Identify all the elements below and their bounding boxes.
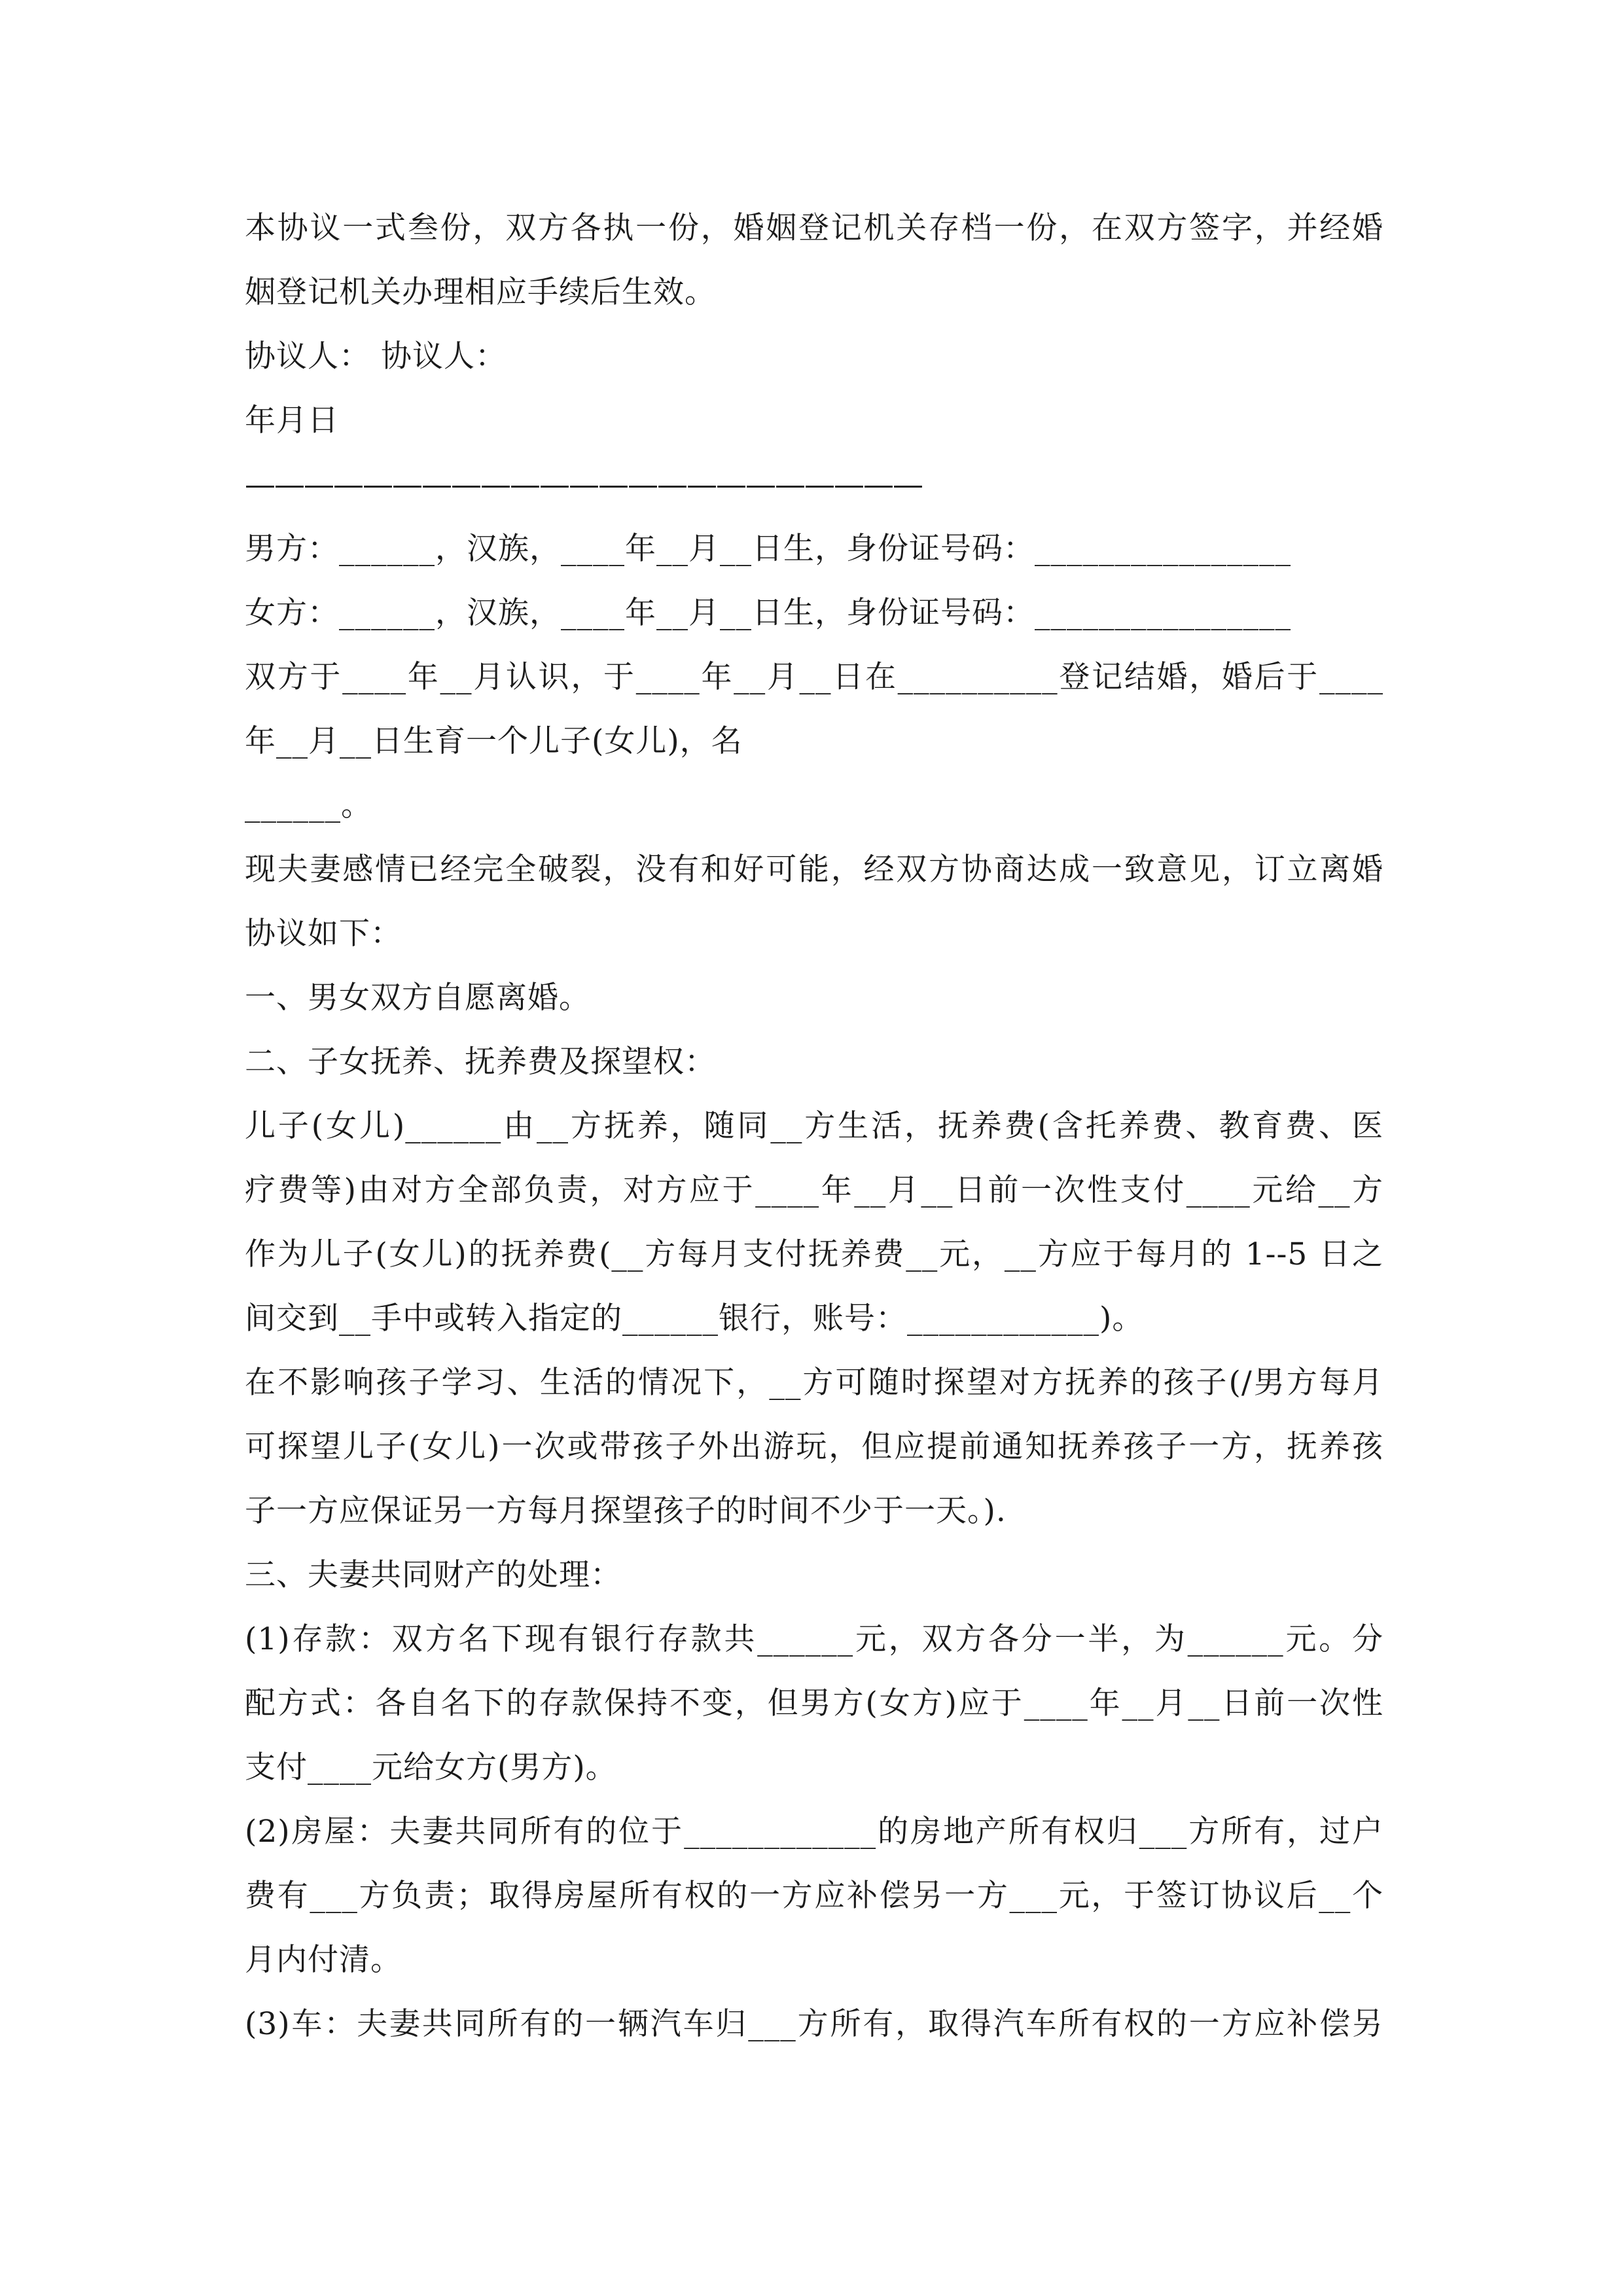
section-heading: 三、夫妻共同财产的处理：	[245, 1557, 622, 1593]
paragraph-line: 可探望儿子(女儿)一次或带孩子外出游玩，但应提前通知抚养孩子一方，抚养孩	[245, 1429, 1383, 1465]
paragraph-line: 月内付清。	[245, 1942, 402, 1978]
female-party-line: 女方：______，汉族，____年__月__日生，身份证号码：________________	[245, 595, 1291, 631]
paragraph-line: (2)房屋：夫妻共同所有的位于____________的房地产所有权归___方所有，过户	[245, 1814, 1383, 1850]
paragraph-line: 双方于____年__月认识，于____年__月__日在__________登记结婚，婚后于____	[245, 659, 1383, 695]
paragraph-line: 儿子(女儿)______由__方抚养，随同__方生活，抚养费(含托养费、教育费、医	[245, 1108, 1383, 1144]
paragraph-line: 协议如下：	[245, 916, 402, 952]
paragraph-line: 现夫妻感情已经完全破裂，没有和好可能，经双方协商达成一致意见，订立离婚	[245, 852, 1383, 888]
paragraph-line: 子一方应保证另一方每月探望孩子的时间不少于一天。).	[245, 1493, 1007, 1529]
paragraph-line: 姻登记机关办理相应手续后生效。	[245, 274, 716, 310]
date-line: 年月日	[245, 403, 339, 439]
paragraph-line: 间交到__手中或转入指定的______银行，账号：____________)。	[245, 1300, 1144, 1336]
paragraph-line: 费有___方负责；取得房屋所有权的一方应补偿另一方___元，于签订协议后__个	[245, 1878, 1383, 1914]
paragraph-line: 本协议一式叁份，双方各执一份，婚姻登记机关存档一份，在双方签字，并经婚	[245, 210, 1383, 246]
section-heading: 一、男女双方自愿离婚。	[245, 980, 590, 1016]
paragraph-line: (1)存款：双方名下现有银行存款共______元，双方各分一半，为______元。分	[245, 1621, 1383, 1657]
separator-line: ———————————————————————	[245, 467, 922, 503]
paragraph-line: ______。	[245, 787, 372, 823]
paragraph-line: 年__月__日生育一个儿子(女儿)，名	[245, 723, 743, 759]
paragraph-line: 疗费等)由对方全部负责，对方应于____年__月__日前一次性支付____元给__方	[245, 1172, 1383, 1208]
paragraph-line: 配方式：各自名下的存款保持不变，但男方(女方)应于____年__月__日前一次性	[245, 1685, 1383, 1721]
section-heading: 二、子女抚养、抚养费及探望权：	[245, 1044, 716, 1080]
male-party-line: 男方：______，汉族，____年__月__日生，身份证号码：________________	[245, 531, 1291, 567]
paragraph-line: 作为儿子(女儿)的抚养费(__方每月支付抚养费__元，__方应于每月的 1--5 日之	[245, 1236, 1383, 1272]
document-page	[245, 196, 1383, 2056]
paragraph-line: 在不影响孩子学习、生活的情况下，__方可随时探望对方抚养的孩子(/男方每月	[245, 1365, 1383, 1401]
signature-line: 协议人： 协议人：	[245, 338, 507, 374]
paragraph-line: (3)车：夫妻共同所有的一辆汽车归___方所有，取得汽车所有权的一方应补偿另	[245, 2006, 1383, 2042]
paragraph-line: 支付____元给女方(男方)。	[245, 1749, 617, 1785]
